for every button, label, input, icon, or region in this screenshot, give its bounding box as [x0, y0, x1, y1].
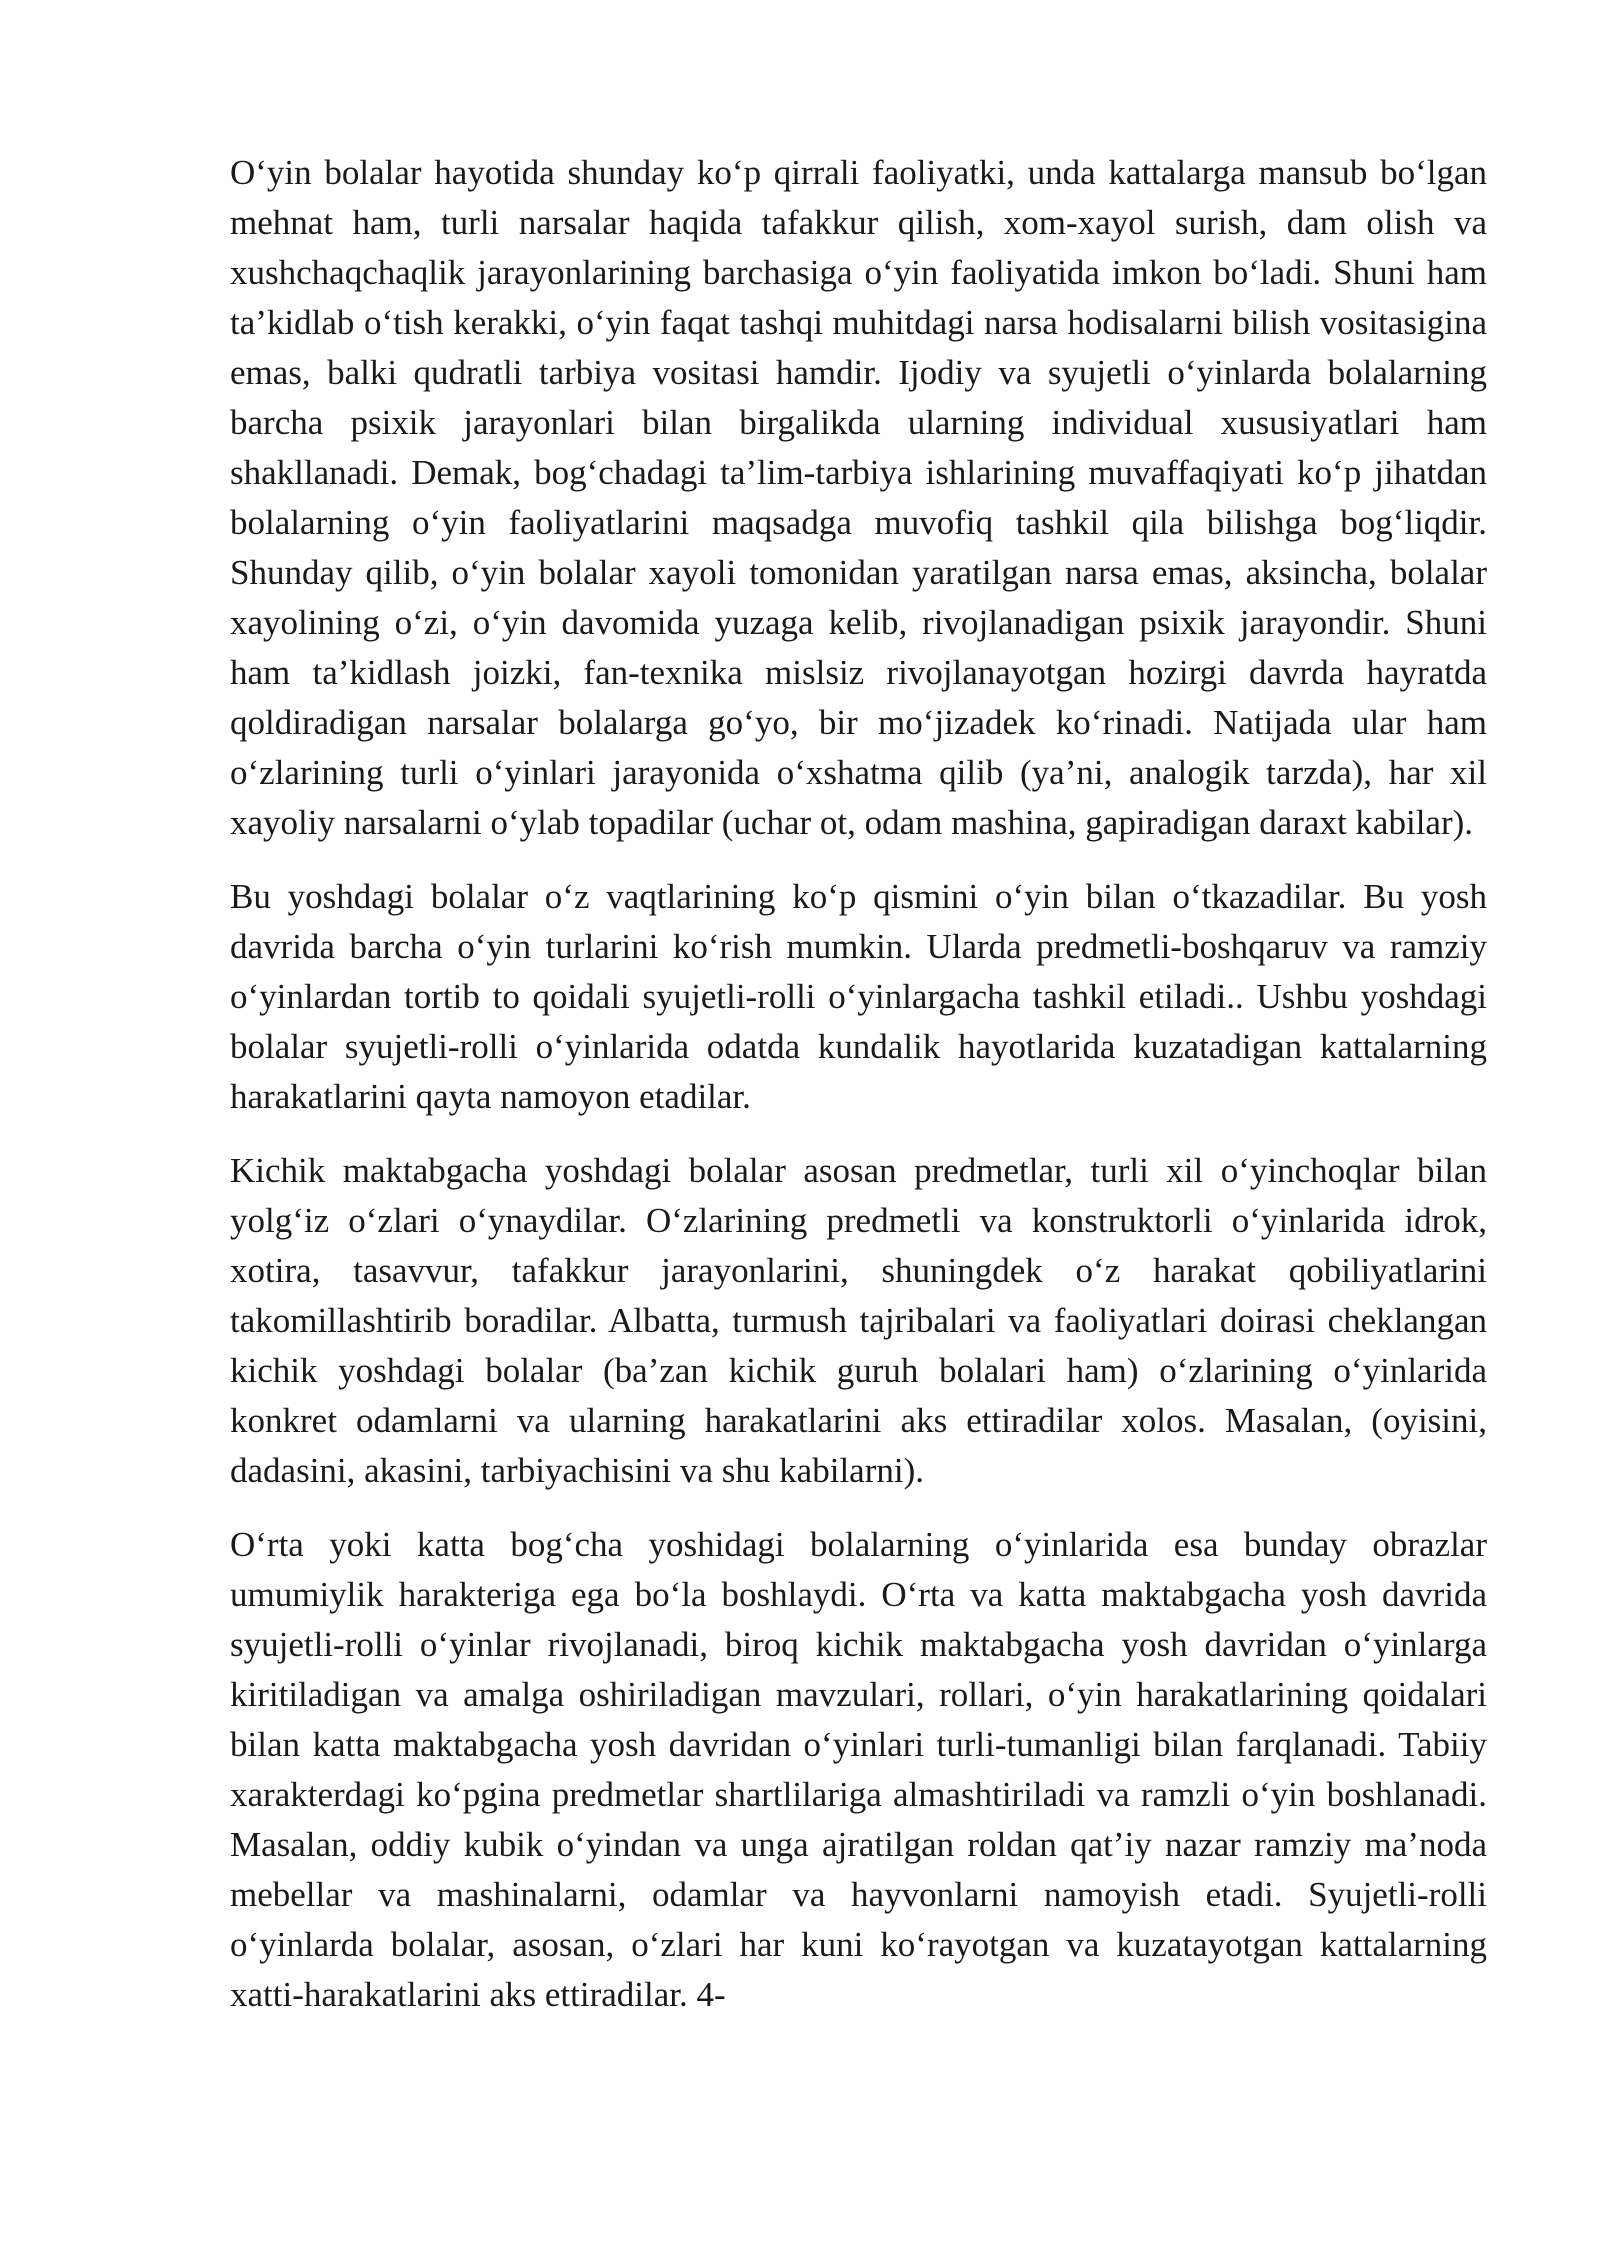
paragraph-1: O‘yin bolalar hayotida shunday ko‘p qirrali faoliyatki, unda kattalarga mansub bo‘lgan mehnat ham, turli narsalar haqida tafakkur qilish, xom-xayol surish, dam olish va xushchaqchaqlik jarayonlarining barchasiga o‘yin faoliyatida imkon bo‘ladi. Shuni ham ta’kidlab o‘tish kerakki, o‘yin faqat tashqi muhitdagi narsa hodisalarni bilish vositasigina emas, balki qudratli tarbiya vositasi hamdir. Ijodiy va syujetli o‘yinlarda bolalarning barcha psixik jarayonlari bilan birgalikda ularning individual xususiyatlari ham shakllanadi. Demak, bog‘chadagi ta’lim-tarbiya ishlarining muvaffaqiyati ko‘p jihatdan bolalarning o‘yin faoliyatlarini maqsadga muvofiq tashkil qila bilishga bog‘liqdir. Shunday qilib, o‘yin bolalar xayoli tomonidan yaratilgan narsa emas, aksincha, bolalar xayolining o‘zi, o‘yin davomida yuzaga kelib, rivojlanadigan psixik jarayondir. Shuni ham ta’kidlash joizki, fan-texnika mislsiz rivojlanayotgan hozirgi davrda hayratda qoldiradigan narsalar bolalarga go‘yo, bir mo‘jizadek ko‘rinadi. Natijada ular ham o‘zlarining turli o‘yinlari jarayonida o‘xshatma qilib (ya’ni, analogik tarzda), har xil xayoliy narsalarni o‘ylab topadilar (uchar ot, odam mashina, gapiradigan daraxt kabilar).	[230, 153, 1487, 842]
document-body	[230, 148, 1487, 2044]
paragraph-3: Kichik maktabgacha yoshdagi bolalar asosan predmetlar, turli xil o‘yinchoqlar bilan yolg‘iz o‘zlari o‘ynaydilar. O‘zlarining predmetli va konstruktorli o‘yinlarida idrok, xotira, tasavvur, tafakkur jarayonlarini, shuningdek o‘z harakat qobiliyatlarini takomillashtirib boradilar. Albatta, turmush tajribalari va faoliyatlari doirasi cheklangan kichik yoshdagi bolalar (ba’zan kichik guruh bolalari ham) o‘zlarining o‘yinlarida konkret odamlarni va ularning harakatlarini aks ettiradilar xolos. Masalan, (oyisini, dadasini, akasini, tarbiyachisini va shu kabilarni).	[230, 1151, 1487, 1490]
paragraph-2: Bu yoshdagi bolalar o‘z vaqtlarining ko‘p qismini o‘yin bilan o‘tkazadilar. Bu yosh davrida barcha o‘yin turlarini ko‘rish mumkin. Ularda predmetli-boshqaruv va ramziy o‘yinlardan tortib to qoidali syujetli-rolli o‘yinlargacha tashkil etiladi.. Ushbu yoshdagi bolalar syujetli-rolli o‘yinlarida odatda kundalik hayotlarida kuzatadigan kattalarning harakatlarini qayta namoyon etadilar.	[230, 877, 1487, 1116]
paragraph-4: O‘rta yoki katta bog‘cha yoshidagi bolalarning o‘yinlarida esa bunday obrazlar umumiylik harakteriga ega bo‘la boshlaydi. O‘rta va katta maktabgacha yosh davrida syujetli-rolli o‘yinlar rivojlanadi, biroq kichik maktabgacha yosh davridan o‘yinlarga kiritiladigan va amalga oshiriladigan mavzulari, rollari, o‘yin harakatlarining qoidalari bilan katta maktabgacha yosh davridan o‘yinlari turli-tumanligi bilan farqlanadi. Tabiiy xarakterdagi ko‘pgina predmetlar shartlilariga almashtiriladi va ramzli o‘yin boshlanadi. Masalan, oddiy kubik o‘yindan va unga ajratilgan roldan qat’iy nazar ramziy ma’noda mebellar va mashinalarni, odamlar va hayvonlarni namoyish etadi. Syujetli-rolli o‘yinlarda bolalar, asosan, o‘zlari har kuni ko‘rayotgan va kuzatayotgan kattalarning xatti-harakatlarini aks ettiradilar. 4-	[230, 1525, 1487, 2014]
